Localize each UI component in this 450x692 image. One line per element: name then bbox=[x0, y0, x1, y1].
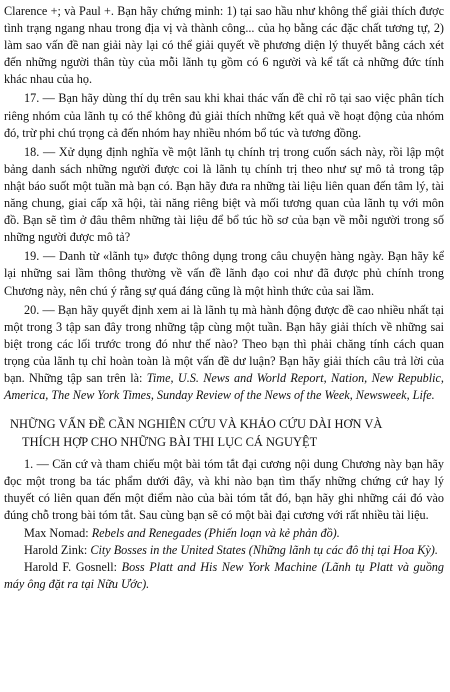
book-entry-2 bbox=[4, 542, 444, 559]
book-title: Boss Platt and His New York Machine (Lãnh tụ Platt và guồng máy ông đặt ra tại Nữu Ước). bbox=[4, 559, 444, 591]
section-heading bbox=[4, 415, 444, 451]
paragraph-16-tail: Clarence +; và Paul +. Bạn hãy chứng minh: 1) tại sao hầu như không thể giải thích được tình trạng ngang nhau trong địa vị và thành công... của họ bằng các đặc chất tương tự, 2) làm sao vấn đề nan giải này lại có thể giải quyết về phương diện lý thuyết bằng cách xét đến những người thân tùy của mỗi lãnh tụ gồm có 6 người và kể tất cả những đức tính khác nhau của họ. bbox=[4, 4, 444, 87]
paragraph-20 bbox=[4, 302, 444, 405]
paragraph-20-titles: Time, U.S. News and World Report, Nation, New Republic, America, The New York Times, Sunday Review of the News of the Week, Newsweek, Life. bbox=[4, 370, 444, 403]
book-title: City Bosses in the United States (Những lãnh tụ các đô thị tại Hoa Kỳ). bbox=[90, 542, 438, 557]
book-entry-1 bbox=[4, 525, 444, 542]
book-entry-3 bbox=[4, 559, 444, 593]
section-heading-line-2: THÍCH HỢP CHO NHỮNG BÀI THI LỤC CÁ NGUYỆT bbox=[22, 435, 318, 450]
book-title: Rebels and Renegades (Phiến loạn và kẻ phản đồ). bbox=[91, 525, 340, 540]
paragraph-18: 18. — Xử dụng định nghĩa về một lãnh tụ chính trị trong cuốn sách này, rồi lập một bảng danh sách những người được coi là lãnh tụ chính trị theo như sự mô tả trong tập nhật báo suốt một tuần mà bạn có. Bạn hãy đưa ra những tài liệu liên quan đến tâm lý, tài năng chung, giai cấp xã hội, tài năng riêng biệt và mối tương quan của lãnh tụ với môn đồ. Bạn sẽ tìm ở đâu thêm những tài liệu để bổ túc hồ sơ của bạn về mỗi người trong số những người được mô tả? bbox=[4, 144, 444, 245]
book-author: Max Nomad: bbox=[24, 525, 92, 540]
book-author: Harold Zink: bbox=[24, 542, 91, 557]
book-author: Harold F. Gosnell: bbox=[24, 559, 122, 574]
paragraph-20-text: 20. — Bạn hãy quyết định xem ai là lãnh tụ mà hành động được đề cao nhiều nhất tại một trong 3 tập san đây trong những tập cùng một tuần. Bạn hãy giải thích về những sai biệt trong các lối trước trong đó như thế nào? Theo bạn thì phải chăng tính cách quan trọng của lãnh tụ chỉ hoàn toàn là một vấn đề dư luận? Bạn hãy giải thích câu trả lời của bạn. Những tập san trên là: bbox=[4, 302, 444, 385]
paragraph-17: 17. — Bạn hãy dùng thí dụ trên sau khi khai thác vấn đề chỉ rõ tại sao việc phân tích riêng nhóm của lãnh tụ có thể không đủ giải thích những kết quả về hoạt động của nhóm đó, trừ phi chú trọng cả đến nhóm hay nhiều nhóm bổ túc và tương đồng. bbox=[4, 91, 444, 140]
paragraph-19: 19. — Danh từ «lãnh tụ» được thông dụng trong câu chuyện hàng ngày. Bạn hãy kể lại những sai lầm thông thường về vấn đề lãnh đạo coi như đã được phủ chính trong Chương này, nên chú ý rằng sự quá đáng cũng là một hình thức của sai lầm. bbox=[4, 249, 444, 298]
question-1: 1. — Căn cứ và tham chiếu một bài tóm tắt đại cương nội dung Chương này bạn hãy đọc một trong ba tác phẩm dưới đây, và khi nào bạn tìm thấy những chứng cứ hay lý thuyết có liên quan đến một điểm nào của bài tóm tắt đó, bạn hãy ghi những cái đó vào đúng chỗ trong bài tóm tắt. Sau cùng bạn sẽ có một bài đại cương với rất nhiều tài liệu. bbox=[4, 457, 444, 523]
section-heading-line-1: NHỮNG VẤN ĐỀ CẦN NGHIÊN CỨU VÀ KHẢO CỨU DÀI HƠN VÀ bbox=[10, 417, 383, 432]
